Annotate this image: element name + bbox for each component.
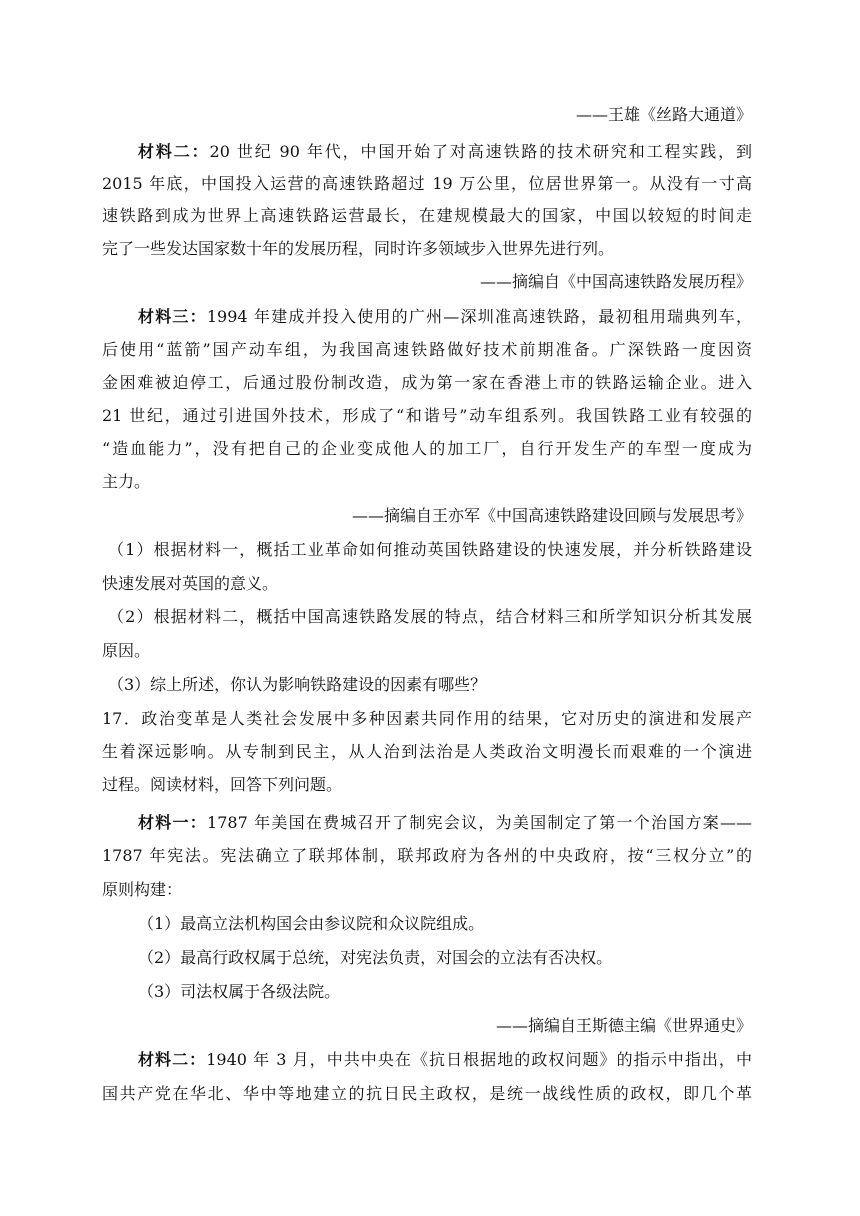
material-paragraph-line xyxy=(138,306,752,328)
source-citation: ——摘编自《中国高速铁路发展历程》 xyxy=(479,272,752,291)
question-line: （1）根据材料一，概括工业革命如何推动英国铁路建设的快速发展，并分析铁路建设 xyxy=(108,540,752,559)
source-citation: ——摘编自王斯德主编《世界通史》 xyxy=(495,1016,752,1035)
list-item: （2）最高行政权属于总统，对宪法负责，对国会的立法有否决权。 xyxy=(138,948,613,967)
list-item: （3）司法权属于各级法院。 xyxy=(138,982,341,1001)
material-label: 材料二： xyxy=(138,1050,207,1069)
material-paragraph-line: 金困难被迫停工，后通过股份制改造，成为第一家在香港上市的铁路运输企业。进入 xyxy=(102,373,752,392)
material-paragraph-line: 国共产党在华北、华中等地建立的抗日民主政权，是统一战线性质的政权，即几个革 xyxy=(102,1084,752,1103)
material-paragraph-line xyxy=(138,812,752,834)
question-stem-line: 17．政治变革是人类社会发展中多种因素共同作用的结果，它对历史的演进和发展产 xyxy=(102,709,752,728)
question-line: 快速发展对英国的意义。 xyxy=(102,574,279,593)
source-citation: ——摘编自王亦军《中国高速铁路建设回顾与发展思考》 xyxy=(351,506,752,525)
material-text: 1994 年建成并投入使用的广州—深圳准高速铁路，最初租用瑞典列车， xyxy=(206,307,752,326)
material-paragraph-line: 原则构建： xyxy=(102,880,183,899)
material-text: 1787 年美国在费城召开了制宪会议，为美国制定了第一个治国方案—— xyxy=(207,813,752,832)
material-label: 材料三： xyxy=(138,307,207,326)
material-paragraph-line: 2015 年底，中国投入运营的高速铁路超过 19 万公里，位居世界第一。从没有一寸高 xyxy=(102,174,752,193)
source-citation: ——王雄《丝路大通道》 xyxy=(575,105,752,124)
question-line: 原因。 xyxy=(102,641,151,660)
list-item: （1）最高立法机构国会由参议院和众议院组成。 xyxy=(138,914,485,933)
material-paragraph-line: 完了一些发达国家数十年的发展历程，同时许多领域步入世界先进行列。 xyxy=(102,239,615,258)
material-paragraph-line: 1787 年宪法。宪法确立了联邦体制，联邦政府为各州的中央政府，按“三权分立”的 xyxy=(102,846,752,865)
material-paragraph-line xyxy=(138,1049,752,1071)
material-text: 1940 年 3 月，中共中央在《抗日根据地的政权问题》的指示中指出，中 xyxy=(206,1050,752,1069)
material-paragraph-line: 21 世纪，通过引进国外技术，形成了“和谐号”动车组系列。我国铁路工业有较强的 xyxy=(102,406,752,425)
question-line: （2）根据材料二，概括中国高速铁路发展的特点，结合材料三和所学知识分析其发展 xyxy=(108,607,752,626)
material-label: 材料一： xyxy=(138,813,208,832)
material-paragraph-line xyxy=(138,141,752,163)
material-text: 20 世纪 90 年代，中国开始了对高速铁路的技术研究和工程实践，到 xyxy=(209,142,752,161)
material-paragraph-line: 后使用“蓝箭”国产动车组，为我国高速铁路做好技术前期准备。广深铁路一度因资 xyxy=(102,340,752,359)
material-paragraph-line: “造血能力”，没有把自己的企业变成他人的加工厂，自行开发生产的车型一度成为 xyxy=(102,439,752,458)
question-line: （3）综上所述，你认为影响铁路建设的因素有哪些？ xyxy=(108,675,487,694)
question-stem-line: 生着深远影响。从专制到民主，从人治到法治是人类政治文明漫长而艰难的一个演进 xyxy=(102,742,752,761)
material-paragraph-line: 速铁路到成为世界上高速铁路运营最长，在建规模最大的国家，中国以较短的时间走 xyxy=(102,206,752,225)
question-stem-line: 过程。阅读材料，回答下列问题。 xyxy=(102,775,343,794)
material-paragraph-line: 主力。 xyxy=(102,472,151,491)
material-label: 材料二： xyxy=(138,142,210,161)
